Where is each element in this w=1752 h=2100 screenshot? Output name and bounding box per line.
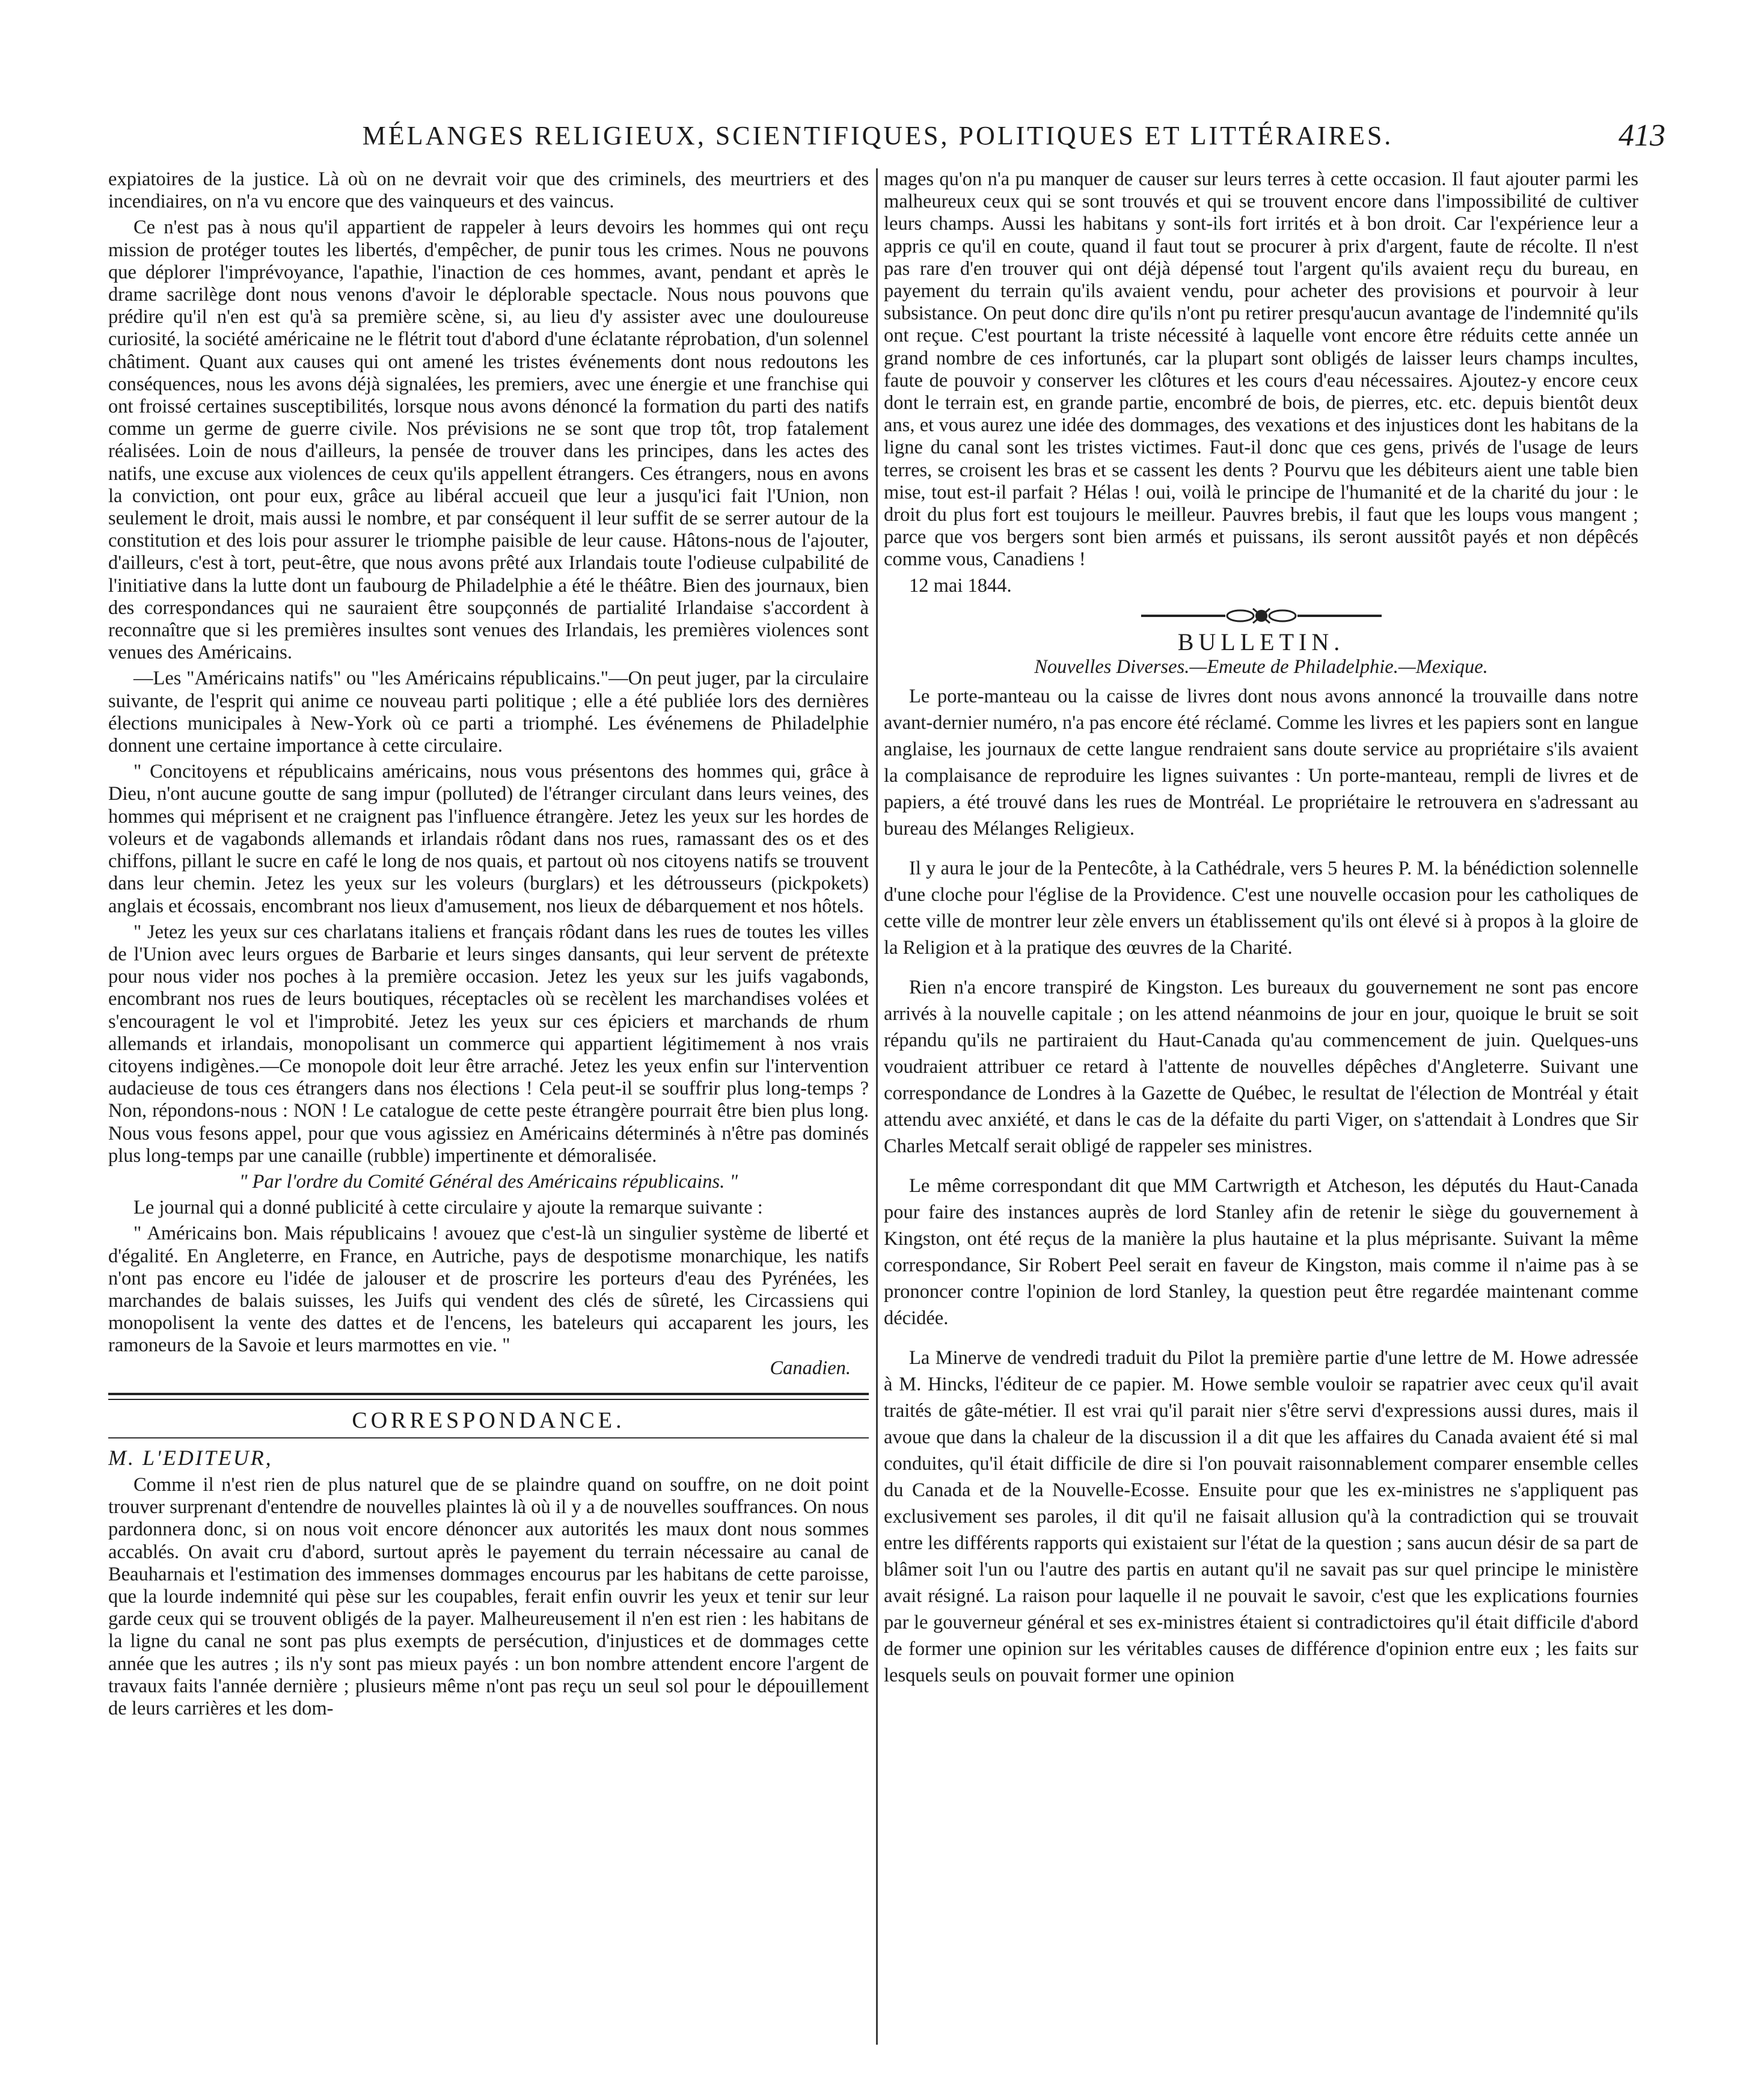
left-column [108,168,869,2057]
article-paragraph: expiatoires de la justice. Là où on ne devrait voir que des criminels, des meurtriers et des incendiaires, on n'a vu encore que des vainqueurs et des vaincus. [108,168,869,213]
article-paragraph: Ce n'est pas à nous qu'il appartient de rappeler à leurs devoirs les hommes qui ont reçu mission de protéger toutes les libertés, d'empêcher, de punir tous les crimes. Nous ne pouvons que déplorer l'imprévoyance, l'apathie, l'inaction de ces hommes, avant, pendant et après le drame sacrilège dont nous venons d'avoir le déplorable spectacle. Nous nous pouvons que prédire qu'il n'en est qu'à sa première scène, si, au lieu d'y assister avec une douloureuse curiosité, la société américaine ne le flétrit tout d'abord d'une éclatante réprobation, d'un solennel châtiment. Quant aux causes qui ont amené les tristes événements dont nous redoutons les conséquences, nous les avons déjà signalées, les premiers, avec une énergie et une franchise qui ont froissé certaines susceptibilités, lorsque nous avons dénoncé la formation du parti des natifs comme un germe de guerre civile. Nos prévisions ne se sont que trop tôt, trop fatalement réalisées. Loin de nous d'ailleurs, la pensée de trouver dans les principes, dans les actes des natifs, une excuse aux violences de ceux qu'ils appellent étrangers. Ces étrangers, nous en avons la conviction, ont pour eux, grâce au libéral accueil que leur a jusqu'ici fait l'Union, non seulement le droit, mais aussi le nombre, et par conséquent il leur suffit de se serrer autour de la constitution et des lois pour assurer le triomphe paisible de leur cause. Hâtons-nous de l'ajouter, d'ailleurs, c'est à tort, peut-être, que nous avons prêté aux Irlandais toute l'odieuse culpabilité de l'initiative dans la lutte dont un faubourg de Philadelphie a été le théâtre. Bien des journaux, bien des correspondances qui ne sauraient être soupçonnés de partialité Irlandaise s'accordent à reconnaître que si les premières insultes sont venues des Irlandais, les premières violences sont venues des Américains. [108,216,869,664]
circular-paragraph: " Jetez les yeux sur ces charlatans italiens et français rôdant dans les rues de toutes les villes de l'Union avec leurs orgues de Barbarie et leurs singes dansants, qui leur servent de prétexte pour nous vider nos poches à la première occasion. Jetez les yeux sur les juifs vagabonds, encombrant nos rues de leurs boutiques, réceptacles où se recèlent les marchandises volées et s'encouragent le vol et l'improbité. Jetez les yeux sur ces épiciers et marchands de rhum allemands et irlandais, monopolisant un commerce qui appartient légitimement à nos vrais citoyens indigènes.—Ce monopole doit leur être arraché. Jetez les yeux enfin sur l'intervention audacieuse de tous ces étrangers dans nos élections ! Cela peut-il se souffrir plus long-temps ? Non, répondons-nous : NON ! Le catalogue de cette peste étrangère pourrait être bien plus long. Nous vous fesons appel, pour que vous agissiez en Américains déterminés à n'être pas dominés plus long-temps par une canaille (rubble) impertinente et démoralisée. [108,921,869,1167]
news-paragraph: Il y aura le jour de la Pentecôte, à la Cathédrale, vers 5 heures P. M. la bénédiction solennelle d'une cloche pour l'église de la Providence. C'est une nouvelle occasion pour les catholiques de cette ville de montrer leur zèle envers un établissement qu'ils ont élevé si à propos à la gloire de la Religion et à la pratique des œuvres de la Charité. [884,858,1638,959]
circular-paragraph: " Concitoyens et républicains américains, nous vous présentons des hommes qui, grâce à Dieu, n'ont aucune goutte de sang impur (polluted) de l'étranger circulant dans leurs veines, des hommes qui méprisent et ne craignent pas l'influence étrangère. Jetez les yeux sur les hordes de voleurs et de vagabonds allemands et irlandais rôdant dans nos rues, ramassant des os et des chiffons, pillant le sucre en café le long de nos quais, et partout où nos citoyens natifs se trouvent dans leur chemin. Jetez les yeux sur les voleurs (burglars) et les détrousseurs (pickpokets) anglais et écossais, encombrant nos lieux d'amusement, nos lieux de débarquement et nos hôtels. [108,761,869,917]
correspondance-heading: CORRESPONDANCE. [352,1407,625,1433]
right-column [884,168,1638,2057]
ornament-divider [884,606,1638,626]
news-paragraph: Rien n'a encore transpiré de Kingston. Les bureaux du gouvernement ne sont pas encore arrivés à la nouvelle capitale ; on les attend néanmoins de jour en jour, quoique le bruit se soit répandu qu'ils ne partiraient du Haut-Canada qu'au commencement de juin. Quelques-uns voudraient attribuer ce retard à l'attente de nouvelles dépêches d'Angleterre. Suivant une correspondance de Londres à la Gazette de Québec, le resultat de l'élection de Montréal y était attendu avec anxiété, et dans le cas de la défaite du parti Viger, on s'attendait à Londres que Sir Charles Metcalf serait obligé de rappeler ses ministres. [884,977,1638,1158]
news-paragraph: La Minerve de vendredi traduit du Pilot la première partie d'une lettre de M. Howe adressée à M. Hincks, l'éditeur de ce papier. M. Howe semble vouloir se rapatrier avec ceux qu'il avait traités de gâte-métier. Il est vrai qu'il parait nier s'être servi d'expressions aussi dures, mais il avoue que dans la chaleur de la discussion il a dit que les affaires du Canada avaient été si mal conduites, qu'il était difficile de dire si l'on pouvait raisonnablement comparer ensemble celles du Canada et de la Nouvelle-Ecosse. Ensuite pour que les ex-ministres ne s'appliquent pas exclusivement ses paroles, il dit qu'il ne faisait allusion qu'à la contradiction qui se trouvait entre les différents rapports qui existaient sur l'état de la question ; sans aucun désir de sa part de blâmer soit l'un ou l'autre des partis en autant qu'il ne savait pas sur quel principe le ministère avait résigné. La raison pour laquelle il ne pouvait le savoir, c'est que les explications fournies par le gouverneur général et ses ex-ministres étaient si contradictoires qu'il était difficile d'abord de former une opinion sur les véritables causes de différence d'opinion entre eux ; les faits sur lesquels seuls on pouvait former une opinion [884,1347,1638,1687]
letter-paragraph: Comme il n'est rien de plus naturel que de se plaindre quand on souffre, on ne doit point trouver surprenant d'entendre de nouvelles plaintes là où il y a de nouvelles souffrances. On nous pardonnera donc, si on nous voit encore dénoncer aux autorités les maux dont nous sommes accablés. On avait cru d'abord, surtout après le payement du terrain nécessaire au canal de Beauharnais et l'estimation des immenses dommages encourus par les habitans de cette paroisse, que la lourde indemnité qui pèse sur les coupables, ferait enfin ouvrir les yeux et tenir sur leur garde ceux qui se trouvent obligés de la payer. Malheureusement il n'en est rien : les habitans de la ligne du canal ne sont pas plus exempts de persécution, d'injustices et de dommages cette année que les autres ; ils n'y sont pas mieux payés : un bon nombre attendent encore l'argent de travaux faits l'année dernière ; plusieurs même n'ont pas reçu un seul sol pour le dépouillement de leurs carrières et les dom- [108,1473,869,1719]
letter-date: 12 mai 1844. [909,574,1012,597]
quoted-remark-text: " Américains bon. Mais républicains ! avouez que c'est-là un singulier système de liberté et d'égalité. En Angleterre, en France, en Autriche, pays de despotisme monarchique, les natifs n'ont pas encore eu l'idée de jalouser et de proscrire les porteurs d'eau des Pyrénées, les marchandes de balais suisses, les Juifs qui vendent des clés de sûreté, les Circassiens qui monopolisent la vente des dattes et de l'encens, les bateleurs qui accaparent les jours, les ramoneurs de la Savoie et leurs marmottes en vie. " [108,1223,869,1357]
bulletin-body [884,683,1638,1689]
news-paragraph: Le même correspondant dit que MM Cartwrigth et Atcheson, les députés du Haut-Canada pour faire des instances auprès de lord Stanley afin de retenir le siège du gouvernement à Kingston, ont été reçus de la manière la plus hautaine et la plus méprisante. Suivant la même correspondance, Sir Robert Peel serait en faveur de Kingston, mais comme il n'aime pas à se prononcer contre l'opinion de lord Stanley, la question peut être regardée maintenant comme décidée. [884,1175,1638,1330]
page-number: 413 [1619,118,1665,153]
article-paragraph: —Les "Américains natifs" ou "les Américains républicains."—On peut juger, par la circulaire suivante, de l'esprit qui anime ce nouveau parti politique ; elle a été publiée lors des dernières élections municipales à New-York où ce parti a triomphé. Les événemens de Philadelphie donnent une certaine importance à cette circulaire. [108,668,869,757]
news-paragraph: Le porte-manteau ou la caisse de livres dont nous avons annoncé la trouvaille dans notre avant-dernier numéro, n'a pas encore été réclamé. Comme les livres et les papiers sont en langue anglaise, les journaux de cette langue rendraient sans doute service au propriétaire s'ils avaient la complaisance de reproduire les lignes suivantes : Un porte-manteau, rempli de livres et de papiers, a été trouvé dans les rues de Montréal. Le propriétaire le retrouvera en s'adressant au bureau des Mélanges Religieux. [884,686,1638,840]
letter-paragraph: mages qu'on n'a pu manquer de causer sur leurs terres à cette occasion. Il faut ajouter parmi les malheureux ceux qui se sont trouvés et qui se trouvent encore dans l'impossibilité de cultiver leurs champs. Aussi les habitans y sont-ils fort irrités et à bon droit. Car l'expérience leur a appris ce qu'il en coute, quand il faut tout se procurer à prix d'argent, faute de récolte. Il n'est pas rare d'en trouver qui ont déjà dépensé tout l'argent qu'ils avaient reçu du bureau, en payement du terrain qu'ils avaient vendu, pour acheter des provisions et pourvoir à leur subsistance. On peut donc dire qu'ils n'ont pu retirer presqu'aucun avantage de l'indemnité qu'ils ont reçue. C'est pourtant la triste nécessité à laquelle vont encore être réduits cette année un grand nombre de ces infortunés, car la plupart sont obligés de laisser leurs champs incultes, faute de pouvoir y conserver les clôtures et les cours d'eau nécessaires. Ajoutez-y encore ceux dont le terrain est, en grande partie, encombré de bois, de pierres, etc. etc. depuis bientôt deux ans, et vous aurez une idée des dommages, des vexations et des injustices dont les habitans de la ligne du canal sont les tristes victimes. Faut-il donc que ces gens, privés de l'usage de leurs terres, se croisent les bras et se cassent les dents ? Pourvu que les débiteurs aient une table bien mise, tout est-il parfait ? Hélas ! oui, voilà le principe de l'humanité et de la charité du jour : le droit du plus fort est toujours le meilleur. Pauvres brebis, il faut que les loups vous mangent ; parce que vos bergers sont bien armés et puissans, ils seront aussitôt payés et non dépêcés comme vous, Canadiens ! [884,168,1638,571]
remark-signature: Canadien. [770,1357,851,1379]
page-header [90,114,1665,168]
letter-salutation: M. L'EDITEUR, [108,1445,273,1470]
bulletin-subheading: Nouvelles Diverses.—Emeute de Philadelphie.—Mexique. [1034,655,1488,678]
circular-signature: " Par l'ordre du Comité Général des Américains républicains. " [239,1170,738,1193]
column-divider [876,168,878,2045]
heading-rule [108,1437,869,1438]
article-paragraph: Le journal qui a donné publicité à cette circulaire y ajoute la remarque suivante : [133,1197,763,1219]
bulletin-heading: BULLETIN. [1177,628,1345,655]
ornament-icon [1135,606,1388,626]
running-title: MÉLANGES RELIGIEUX, SCIENTIFIQUES, POLITIQUES ET LITTÉRAIRES. [362,121,1394,150]
quoted-remark [108,1223,869,1379]
section-divider [108,1393,869,1400]
